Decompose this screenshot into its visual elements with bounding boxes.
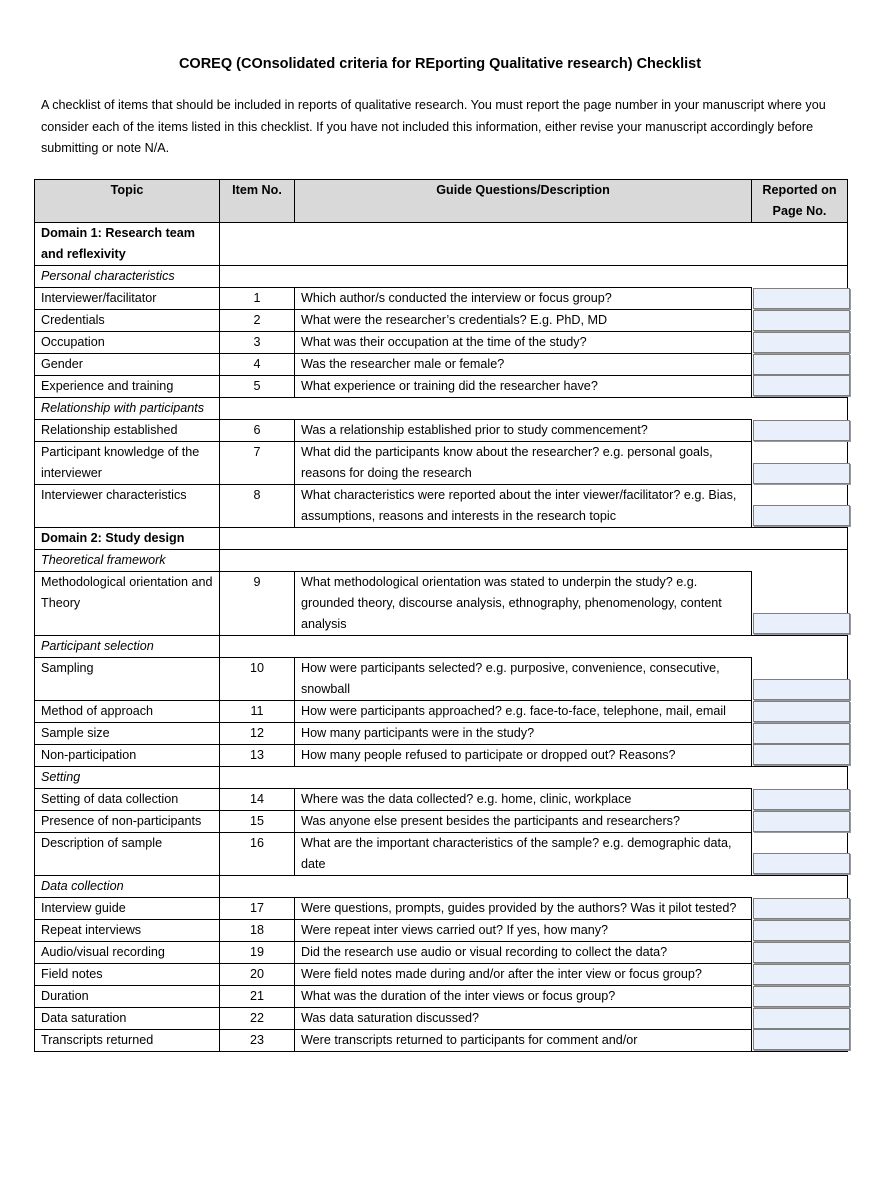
subsection-row [35,550,848,572]
checklist-item-row [35,442,848,485]
item-number: 2 [220,310,295,332]
page-number-field[interactable] [753,1008,850,1029]
subsection-row [35,636,848,658]
page-number-cell [752,920,848,942]
domain-heading: Domain 2: Study design [35,528,220,550]
page-number-cell [752,420,848,442]
checklist-item-row [35,332,848,354]
header-reported-line2: Page No. [772,204,827,218]
page-number-cell [752,572,848,636]
item-description: What were the researcher’s credentials? E.g. PhD, MD [295,310,752,332]
item-number: 7 [220,442,295,485]
checklist-item-row [35,745,848,767]
item-description: What experience or training did the researcher have? [295,376,752,398]
item-topic: Presence of non-participants [35,811,220,833]
item-number: 13 [220,745,295,767]
subsection-row [35,876,848,898]
item-topic: Interviewer/facilitator [35,288,220,310]
page-number-cell [752,745,848,767]
page-number-field[interactable] [753,811,850,832]
section-spacer [220,266,848,288]
item-number: 21 [220,986,295,1008]
section-spacer [220,398,848,420]
item-number: 8 [220,485,295,528]
checklist-item-row [35,354,848,376]
checklist-item-row [35,376,848,398]
page-number-field[interactable] [753,463,850,484]
checklist-item-row [35,658,848,701]
item-topic: Description of sample [35,833,220,876]
page-number-cell [752,986,848,1008]
item-description: What was the duration of the inter views or focus group? [295,986,752,1008]
subsection-row [35,398,848,420]
page-number-cell [752,898,848,920]
item-topic: Interviewer characteristics [35,485,220,528]
subsection-heading: Data collection [35,876,220,898]
item-topic: Data saturation [35,1008,220,1030]
item-number: 23 [220,1030,295,1052]
item-description: Was a relationship established prior to study commencement? [295,420,752,442]
item-topic: Method of approach [35,701,220,723]
header-guide: Guide Questions/Description [295,180,752,223]
page-number-cell [752,1008,848,1030]
domain-row [35,223,848,266]
item-number: 17 [220,898,295,920]
item-number: 16 [220,833,295,876]
page-number-cell [752,485,848,528]
subsection-heading: Participant selection [35,636,220,658]
item-number: 4 [220,354,295,376]
item-description: Were transcripts returned to participants for comment and/or [295,1030,752,1052]
subsection-heading: Setting [35,767,220,789]
checklist-item-row [35,811,848,833]
item-number: 18 [220,920,295,942]
page-number-field[interactable] [753,789,850,810]
domain-heading: Domain 1: Research team and reflexivity [35,223,220,266]
checklist-item-row [35,723,848,745]
header-topic: Topic [35,180,220,223]
page-number-field[interactable] [753,853,850,874]
section-spacer [220,550,848,572]
page-number-cell [752,811,848,833]
page-number-cell [752,354,848,376]
section-spacer [220,636,848,658]
page-number-cell [752,658,848,701]
page-number-field[interactable] [753,420,850,441]
table-header-row [35,180,848,223]
item-topic: Audio/visual recording [35,942,220,964]
page-number-cell [752,442,848,485]
checklist-item-row [35,898,848,920]
page-number-field[interactable] [753,920,850,941]
item-description: How were participants approached? e.g. face-to-face, telephone, mail, email [295,701,752,723]
page-number-cell [752,723,848,745]
page-number-field[interactable] [753,288,850,309]
page-number-field[interactable] [753,942,850,963]
item-topic: Non-participation [35,745,220,767]
item-description: Which author/s conducted the interview or focus group? [295,288,752,310]
item-description: Were field notes made during and/or after the inter view or focus group? [295,964,752,986]
item-topic: Participant knowledge of the interviewer [35,442,220,485]
page-number-field[interactable] [753,613,850,634]
checklist-body [35,223,848,1052]
item-number: 1 [220,288,295,310]
checklist-item-row [35,942,848,964]
page-number-field[interactable] [753,701,850,722]
page-number-cell [752,833,848,876]
item-topic: Methodological orientation and Theory [35,572,220,636]
item-topic: Credentials [35,310,220,332]
page-number-cell [752,942,848,964]
item-number: 11 [220,701,295,723]
page-number-field[interactable] [753,332,850,353]
item-description: Were questions, prompts, guides provided by the authors? Was it pilot tested? [295,898,752,920]
item-description: What are the important characteristics of the sample? e.g. demographic data, date [295,833,752,876]
page-number-field[interactable] [753,354,850,375]
checklist-item-row [35,833,848,876]
item-number: 19 [220,942,295,964]
item-description: How were participants selected? e.g. purposive, convenience, consecutive, snowball [295,658,752,701]
item-topic: Field notes [35,964,220,986]
item-number: 14 [220,789,295,811]
page-number-field[interactable] [753,375,850,396]
subsection-heading: Relationship with participants [35,398,220,420]
item-description: How many participants were in the study? [295,723,752,745]
checklist-item-row [35,288,848,310]
item-description: What did the participants know about the researcher? e.g. personal goals, reasons for doing the research [295,442,752,485]
intro-paragraph: A checklist of items that should be included in reports of qualitative research. You must report the page number in your manuscript where you consider each of the items listed in this checklist. If you have not included this information, either revise your manuscript accordingly before submitting or note N/A. [41,98,826,155]
domain-row [35,528,848,550]
item-topic: Interview guide [35,898,220,920]
item-description: Where was the data collected? e.g. home, clinic, workplace [295,789,752,811]
header-reported-line1: Reported on [762,183,837,197]
page-number-field[interactable] [753,744,850,765]
page-number-field[interactable] [753,310,850,331]
page-number-cell [752,288,848,310]
page-number-cell [752,701,848,723]
subsection-row [35,767,848,789]
checklist-item-row [35,986,848,1008]
item-topic: Repeat interviews [35,920,220,942]
checklist-item-row [35,701,848,723]
item-topic: Setting of data collection [35,789,220,811]
page-number-field[interactable] [753,723,850,744]
page-number-field[interactable] [753,986,850,1007]
item-number: 9 [220,572,295,636]
subsection-heading: Personal characteristics [35,266,220,288]
item-number: 15 [220,811,295,833]
checklist-item-row [35,920,848,942]
page-number-field[interactable] [753,505,850,526]
checklist-item-row [35,420,848,442]
item-topic: Transcripts returned [35,1030,220,1052]
page-number-cell [752,310,848,332]
item-number: 6 [220,420,295,442]
item-topic: Occupation [35,332,220,354]
header-item-no: Item No. [220,180,295,223]
checklist-item-row [35,310,848,332]
item-description: What methodological orientation was stated to underpin the study? e.g. grounded theory, discourse analysis, ethnography, phenomenology, content analysis [295,572,752,636]
checklist-item-row [35,485,848,528]
header-reported [752,180,848,223]
item-number: 10 [220,658,295,701]
checklist-item-row [35,1008,848,1030]
item-topic: Sampling [35,658,220,701]
item-topic: Experience and training [35,376,220,398]
section-spacer [220,876,848,898]
item-description: Was anyone else present besides the participants and researchers? [295,811,752,833]
subsection-heading: Theoretical framework [35,550,220,572]
document-title: COREQ (COnsolidated criteria for REporting Qualitative research) Checklist [178,56,702,72]
checklist-item-row [35,1030,848,1052]
item-description: Were repeat inter views carried out? If yes, how many? [295,920,752,942]
item-topic: Gender [35,354,220,376]
page-number-cell [752,332,848,354]
coreq-checklist-table [34,179,848,1052]
page-number-field[interactable] [753,898,850,919]
section-spacer [220,528,848,550]
item-description: Did the research use audio or visual recording to collect the data? [295,942,752,964]
page-number-cell [752,376,848,398]
page-number-field[interactable] [753,679,850,700]
item-topic: Relationship established [35,420,220,442]
checklist-item-row [35,964,848,986]
item-description: What was their occupation at the time of the study? [295,332,752,354]
page-number-cell [752,1030,848,1052]
checklist-item-row [35,789,848,811]
item-description: How many people refused to participate or dropped out? Reasons? [295,745,752,767]
checklist-item-row [35,572,848,636]
item-description: Was the researcher male or female? [295,354,752,376]
page-number-field[interactable] [753,1029,850,1050]
page-number-field[interactable] [753,964,850,985]
page-number-cell [752,789,848,811]
item-number: 22 [220,1008,295,1030]
section-spacer [220,767,848,789]
item-number: 5 [220,376,295,398]
item-description: Was data saturation discussed? [295,1008,752,1030]
subsection-row [35,266,848,288]
item-number: 3 [220,332,295,354]
item-topic: Sample size [35,723,220,745]
section-spacer [220,223,848,266]
page-number-cell [752,964,848,986]
item-description: What characteristics were reported about the inter viewer/facilitator? e.g. Bias, assumptions, reasons and interests in the research topic [295,485,752,528]
item-number: 12 [220,723,295,745]
item-topic: Duration [35,986,220,1008]
item-number: 20 [220,964,295,986]
